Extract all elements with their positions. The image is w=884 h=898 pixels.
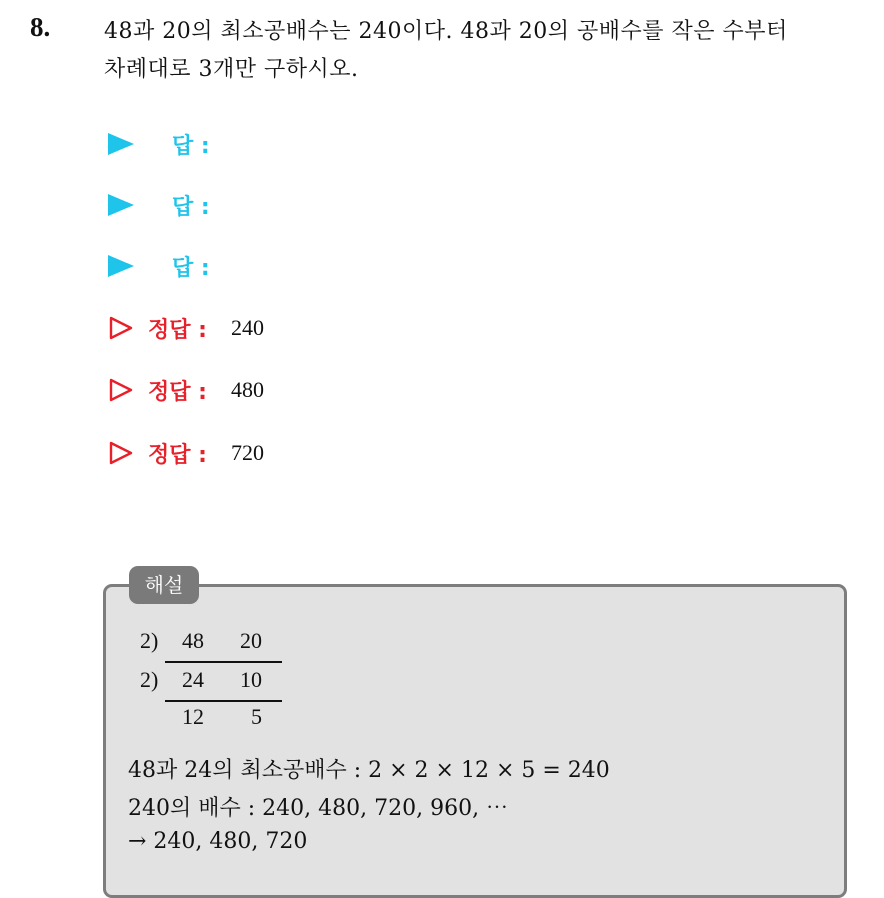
correct-answer-label: 정답 : — [148, 317, 207, 343]
correct-answer-value: 720 — [230, 440, 264, 465]
division-line — [165, 700, 282, 702]
answer-row-1[interactable] — [108, 127, 210, 161]
outline-triangle-icon — [108, 440, 134, 466]
correct-answer-label: 정답 : — [148, 442, 207, 468]
answer-label: 답 : — [172, 255, 210, 281]
solution-line-multiples: 240의 배수 : 240, 480, 720, 960, ⋯ — [128, 796, 509, 821]
division-line — [165, 661, 282, 663]
correct-answer-value: 240 — [230, 315, 264, 340]
division-value: 10 — [240, 667, 262, 692]
play-triangle-icon — [108, 194, 134, 216]
division-value: 12 — [182, 704, 204, 729]
solution-line-lcm: 48과 24의 최소공배수 : 2 × 2 × 12 × 5 = 240 — [128, 758, 610, 783]
division-divisor: 2) — [140, 667, 159, 692]
correct-answer-row-3 — [108, 436, 264, 470]
division-value: 48 — [182, 628, 204, 653]
play-triangle-icon — [108, 255, 134, 277]
correct-answer-row-1 — [108, 311, 264, 345]
play-triangle-icon — [108, 133, 134, 155]
explanation-tag: 해설 — [129, 566, 199, 604]
question-text: 48과 20의 최소공배수는 240이다. 48과 20의 공배수를 작은 수부터 차례대로 3개만 구하시오. — [104, 19, 788, 82]
division-value: 5 — [251, 704, 262, 729]
solution-line-answer: → 240, 480, 720 — [128, 829, 308, 854]
answer-row-3[interactable] — [108, 249, 210, 283]
division-value: 24 — [182, 667, 204, 692]
answer-label: 답 : — [172, 133, 210, 159]
answer-row-2[interactable] — [108, 188, 210, 222]
outline-triangle-icon — [108, 377, 134, 403]
division-divisor: 2) — [140, 628, 159, 653]
correct-answer-row-2 — [108, 373, 264, 407]
correct-answer-label: 정답 : — [148, 379, 207, 405]
correct-answer-value: 480 — [230, 377, 264, 402]
question-number: 8. — [30, 12, 51, 42]
outline-triangle-icon — [108, 315, 134, 341]
division-value: 20 — [240, 628, 262, 653]
answer-label: 답 : — [172, 194, 210, 220]
